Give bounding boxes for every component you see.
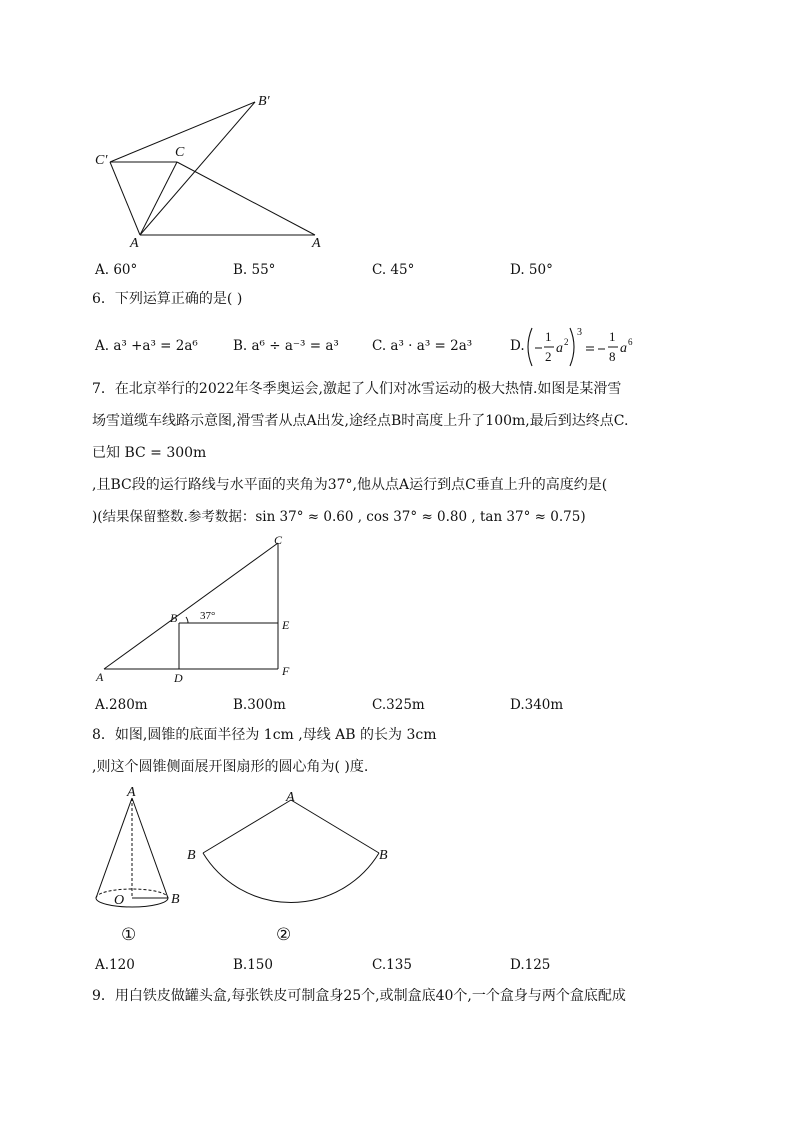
angle-arc — [186, 617, 188, 623]
sector-right-radius — [291, 800, 379, 853]
q6-stem: 6．下列运算正确的是( ) — [92, 291, 243, 307]
sector-arc — [203, 853, 379, 902]
cone-label-b: B — [171, 892, 180, 907]
seg-cprime-a — [110, 162, 140, 235]
q9-line-1: 9．用白铁皮做罐头盒,每张铁皮可制盒身25个,或制盒底40个,一个盒身与两个盒底配成 — [92, 988, 626, 1004]
sector-label-b-left: B — [187, 848, 196, 863]
q8-sector-figure — [183, 785, 403, 910]
sector-left-radius — [203, 800, 291, 853]
d-den: 2 — [545, 349, 552, 364]
d-var: a — [556, 341, 563, 356]
cone-base-front — [96, 898, 168, 907]
q8-option-a: A.120 — [95, 957, 135, 973]
d-rhs-var: a — [620, 341, 627, 356]
q8-option-d: D.125 — [510, 957, 551, 973]
sector-label-a: A — [286, 790, 295, 805]
q5-option-a: A. 60° — [95, 262, 138, 278]
d-rhs-exp: 6 — [628, 337, 633, 347]
label-c: C — [175, 145, 185, 160]
q7-option-c: C.325m — [372, 697, 425, 713]
q5-option-d: D. 50° — [510, 262, 553, 278]
q5-option-c: C. 45° — [372, 262, 415, 278]
label-f: F — [282, 664, 290, 678]
seg-a-c — [104, 543, 278, 669]
q7-figure — [90, 533, 310, 688]
label-b: B — [170, 611, 178, 625]
label-a-right: A — [312, 236, 321, 251]
q5-option-b: B. 55° — [233, 262, 276, 278]
q6-option-d-formula — [524, 322, 670, 372]
d-exp-inner: 2 — [564, 337, 569, 347]
cone-right-side — [132, 798, 168, 898]
q7-line-3: 已知 BC = 300m — [92, 445, 207, 461]
seg-c-aright — [177, 162, 315, 235]
q8-line-2: ,则这个圆锥侧面展开图扇形的圆心角为( )度. — [92, 759, 369, 775]
sector-label-b-right: B — [379, 848, 388, 863]
q8-cone-figure — [88, 782, 188, 912]
label-angle: 37° — [200, 610, 216, 622]
q8-line-1: 8．如图,圆锥的底面半径为 1cm ,母线 AB 的长为 3cm — [92, 727, 437, 743]
d-rhs-den: 8 — [609, 349, 616, 364]
q7-option-d: D.340m — [510, 697, 564, 713]
q7-option-a: A.280m — [95, 697, 148, 713]
q7-line-4: ,且BC段的运行路线与水平面的夹角为37°,他从点A运行到点C垂直上升的高度约是( — [92, 477, 608, 493]
label-b-prime: B′ — [258, 94, 270, 109]
q5-figure — [90, 90, 340, 255]
seg-a-bprime — [140, 102, 255, 235]
q6-option-a: A. a³ +a³ = 2a⁶ — [95, 338, 198, 354]
cone-label-a: A — [127, 785, 136, 800]
q8-option-b: B.150 — [233, 957, 273, 973]
q7-line-5: )(结果保留整数.参考数据：sin 37° ≈ 0.60 , cos 37° ≈ 0.80 , tan 37° ≈ 0.75) — [92, 509, 586, 525]
q8-option-c: C.135 — [372, 957, 412, 973]
cone-left-side — [96, 798, 132, 898]
label-e: E — [282, 618, 290, 632]
d-exp-outer: 3 — [577, 327, 582, 338]
q7-line-1: 7．在北京举行的2022年冬季奥运会,激起了人们对冰雪运动的极大热情.如图是某滑雪 — [92, 381, 622, 397]
label-a: A — [96, 670, 104, 684]
d-num: 1 — [545, 329, 552, 344]
q6-option-c: C. a³ · a³ = 2a³ — [372, 338, 473, 354]
label-c-prime: C′ — [95, 153, 108, 168]
q6-option-d-prefix: D. — [510, 338, 525, 354]
label-a-left: A — [130, 236, 139, 251]
label-d: D — [174, 671, 183, 685]
d-rhs-num: 1 — [609, 329, 616, 344]
figure-label-2: ② — [276, 925, 292, 945]
label-c: C — [274, 533, 283, 547]
figure-label-1: ① — [121, 925, 137, 945]
q7-option-b: B.300m — [233, 697, 286, 713]
q6-option-d — [510, 322, 670, 372]
q7-line-2: 场雪道缆车线路示意图,滑雪者从点A出发,途经点B时高度上升了100m,最后到达终点C. — [92, 413, 629, 429]
q6-option-b: B. a⁶ ÷ a⁻³ = a³ — [233, 338, 339, 354]
cone-label-o: O — [114, 893, 125, 908]
